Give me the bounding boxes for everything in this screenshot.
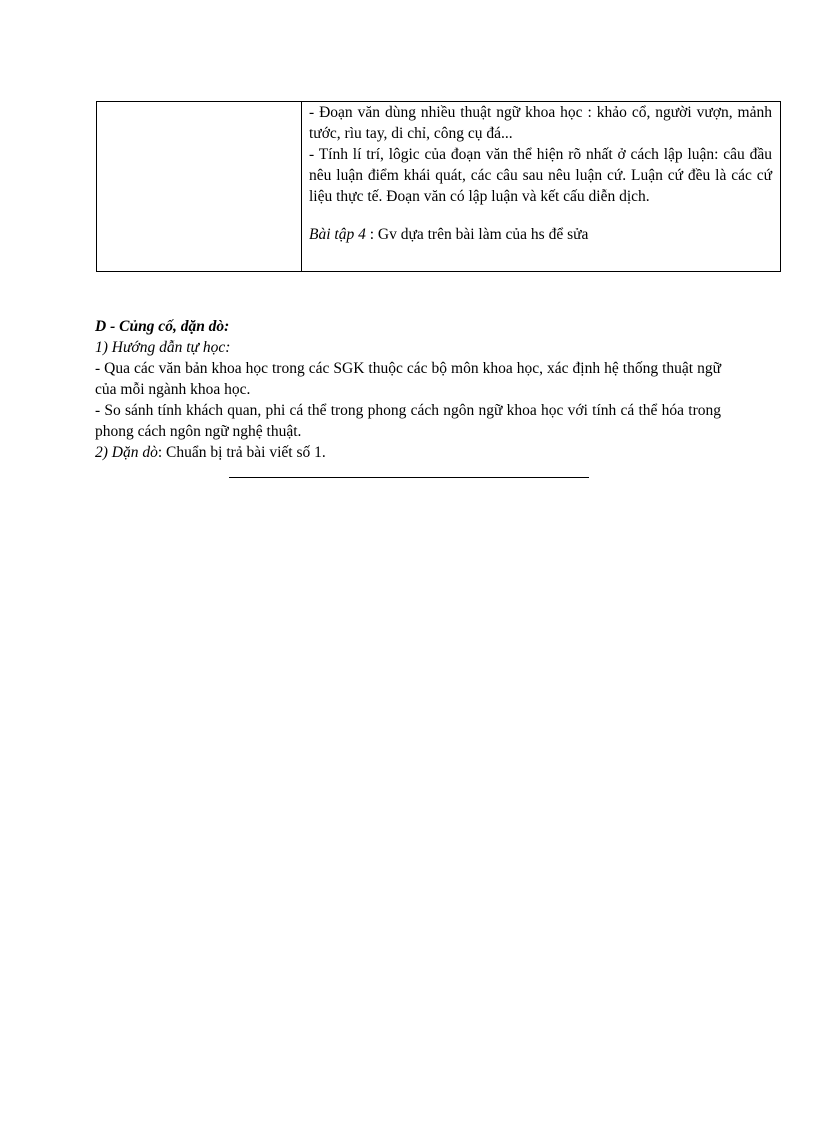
homework-label: 2) Dặn dò bbox=[95, 444, 158, 461]
end-divider bbox=[229, 477, 589, 478]
terminology-paragraph: - Đoạn văn dùng nhiều thuật ngữ khoa học : khảo cổ, người vượn, mảnh tước, rìu tay, di chỉ, công cụ đá... bbox=[309, 104, 772, 142]
logic-paragraph: - Tính lí trí, lôgic của đoạn văn thể hiện rõ nhất ở cách lập luận: câu đầu nêu luận điểm khái quát, các câu sau nêu luận cứ. Luận cứ đều là các cứ liệu thực tế. Đoạn văn có lập luận và kết cấu diễn dịch. bbox=[309, 146, 772, 205]
exercise-4-text: : Gv dựa trên bài làm của hs để sửa bbox=[365, 226, 589, 243]
exercise-4-label: Bài tập 4 bbox=[309, 226, 366, 243]
homework-line bbox=[95, 442, 721, 463]
section-d bbox=[95, 316, 721, 463]
lesson-table bbox=[96, 101, 781, 272]
table-row bbox=[97, 102, 781, 272]
self-study-item-2: - So sánh tính khách quan, phi cá thể trong phong cách ngôn ngữ khoa học với tính cá thể hóa trong phong cách ngôn ngữ nghệ thuật. bbox=[95, 402, 721, 440]
exercise-4-line bbox=[309, 224, 772, 245]
section-heading: D - Củng cố, dặn dò: bbox=[95, 318, 230, 335]
homework-text: : Chuẩn bị trả bài viết số 1. bbox=[157, 444, 326, 461]
self-study-item-1: - Qua các văn bản khoa học trong các SGK thuộc các bộ môn khoa học, xác định hệ thống thuật ngữ của mỗi ngành khoa học. bbox=[95, 360, 721, 398]
table-cell-right bbox=[302, 102, 781, 272]
self-study-label: 1) Hướng dẫn tự học: bbox=[95, 339, 231, 356]
table-cell-left bbox=[97, 102, 302, 272]
